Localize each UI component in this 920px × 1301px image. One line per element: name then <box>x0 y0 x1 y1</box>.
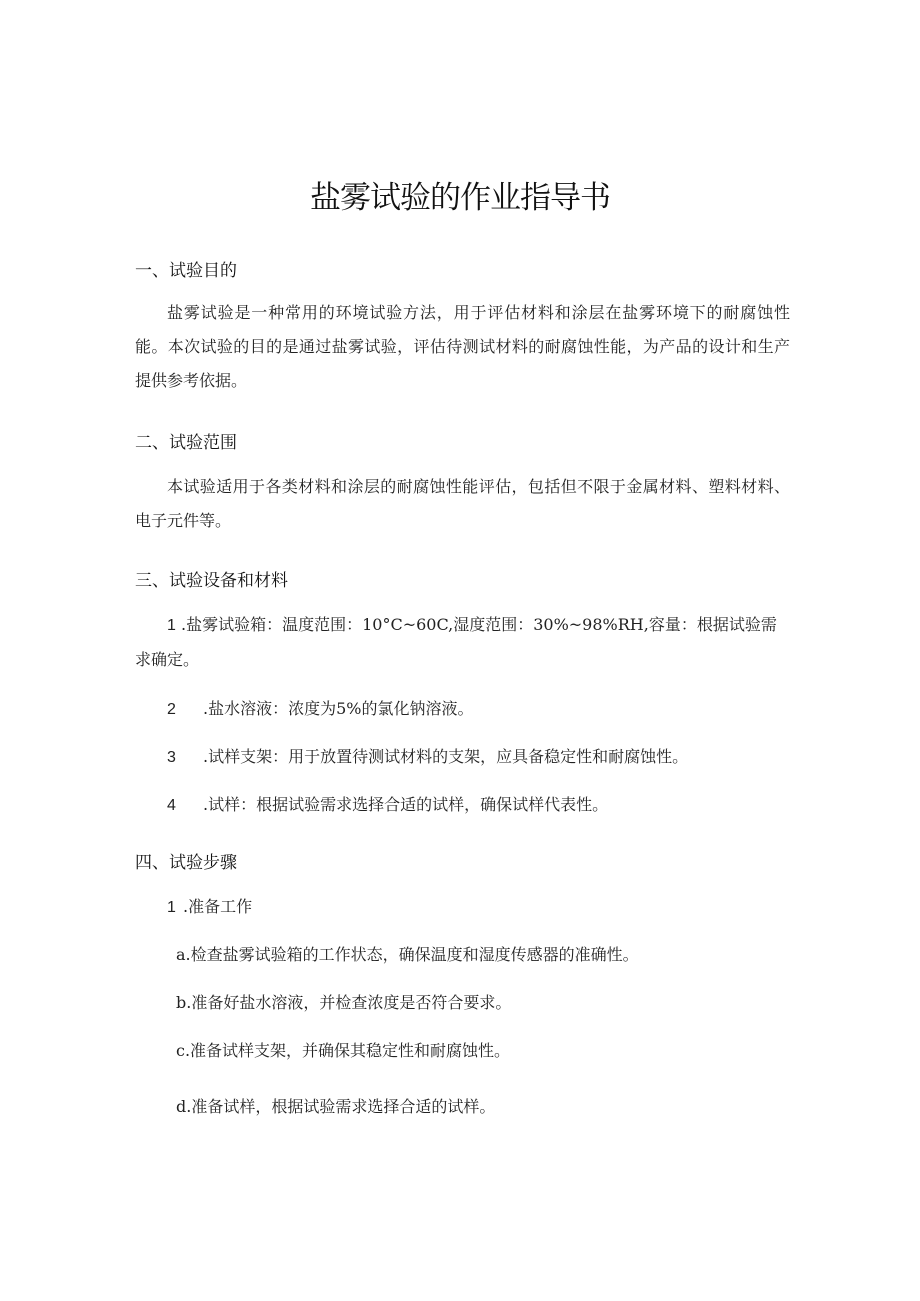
section-heading-equipment: 三、试验设备和材料 <box>135 571 288 591</box>
equipment-item-text: .盐水溶液：浓度为5%的氯化钠溶液。 <box>203 699 474 718</box>
step-item: c.准备试样支架，并确保其稳定性和耐腐蚀性。 <box>176 1041 511 1060</box>
section-body-scope: 本试验适用于各类材料和涂层的耐腐蚀性能评估，包括但不限于金属材料、塑料材料、电子元件等。 <box>135 477 790 530</box>
equipment-item-number: 2 <box>167 701 176 718</box>
steps-sub-heading-text: .准备工作 <box>183 897 253 916</box>
section-heading-purpose: 一、试验目的 <box>135 261 237 281</box>
equipment-item-number: 3 <box>167 749 176 766</box>
equipment-item <box>167 692 473 727</box>
step-item: b.准备好盐水溶液，并检查浓度是否符合要求。 <box>176 993 512 1012</box>
equipment-item-number: 1 <box>167 617 176 634</box>
equipment-item <box>135 608 790 677</box>
equipment-item-text: .试样支架：用于放置待测试材料的支架，应具备稳定性和耐腐蚀性。 <box>203 747 689 766</box>
equipment-item <box>167 740 688 775</box>
section-heading-steps: 四、试验步骤 <box>135 853 237 873</box>
section-body-purpose: 盐雾试验是一种常用的环境试验方法，用于评估材料和涂层在盐雾环境下的耐腐蚀性能。本次试验的目的是通过盐雾试验，评估待测试材料的耐腐蚀性能，为产品的设计和生产提供参考依据。 <box>135 303 790 390</box>
equipment-item-text: .盐雾试验箱：温度范围：10°C~60C,湿度范围：30%~98%RH,容量：根据试验需求确定。 <box>135 615 777 669</box>
steps-sub-heading <box>167 890 252 925</box>
section-heading-scope: 二、试验范围 <box>135 433 237 453</box>
document-title: 盐雾试验的作业指导书 <box>310 180 610 216</box>
equipment-item-number: 4 <box>167 797 176 814</box>
equipment-item <box>167 788 608 823</box>
equipment-item-text: .试样：根据试验需求选择合适的试样，确保试样代表性。 <box>203 795 609 814</box>
step-item: d.准备试样，根据试验需求选择合适的试样。 <box>176 1097 496 1116</box>
step-item: a.检查盐雾试验箱的工作状态，确保温度和湿度传感器的准确性。 <box>176 945 639 964</box>
steps-sub-heading-number: 1 <box>167 899 176 916</box>
